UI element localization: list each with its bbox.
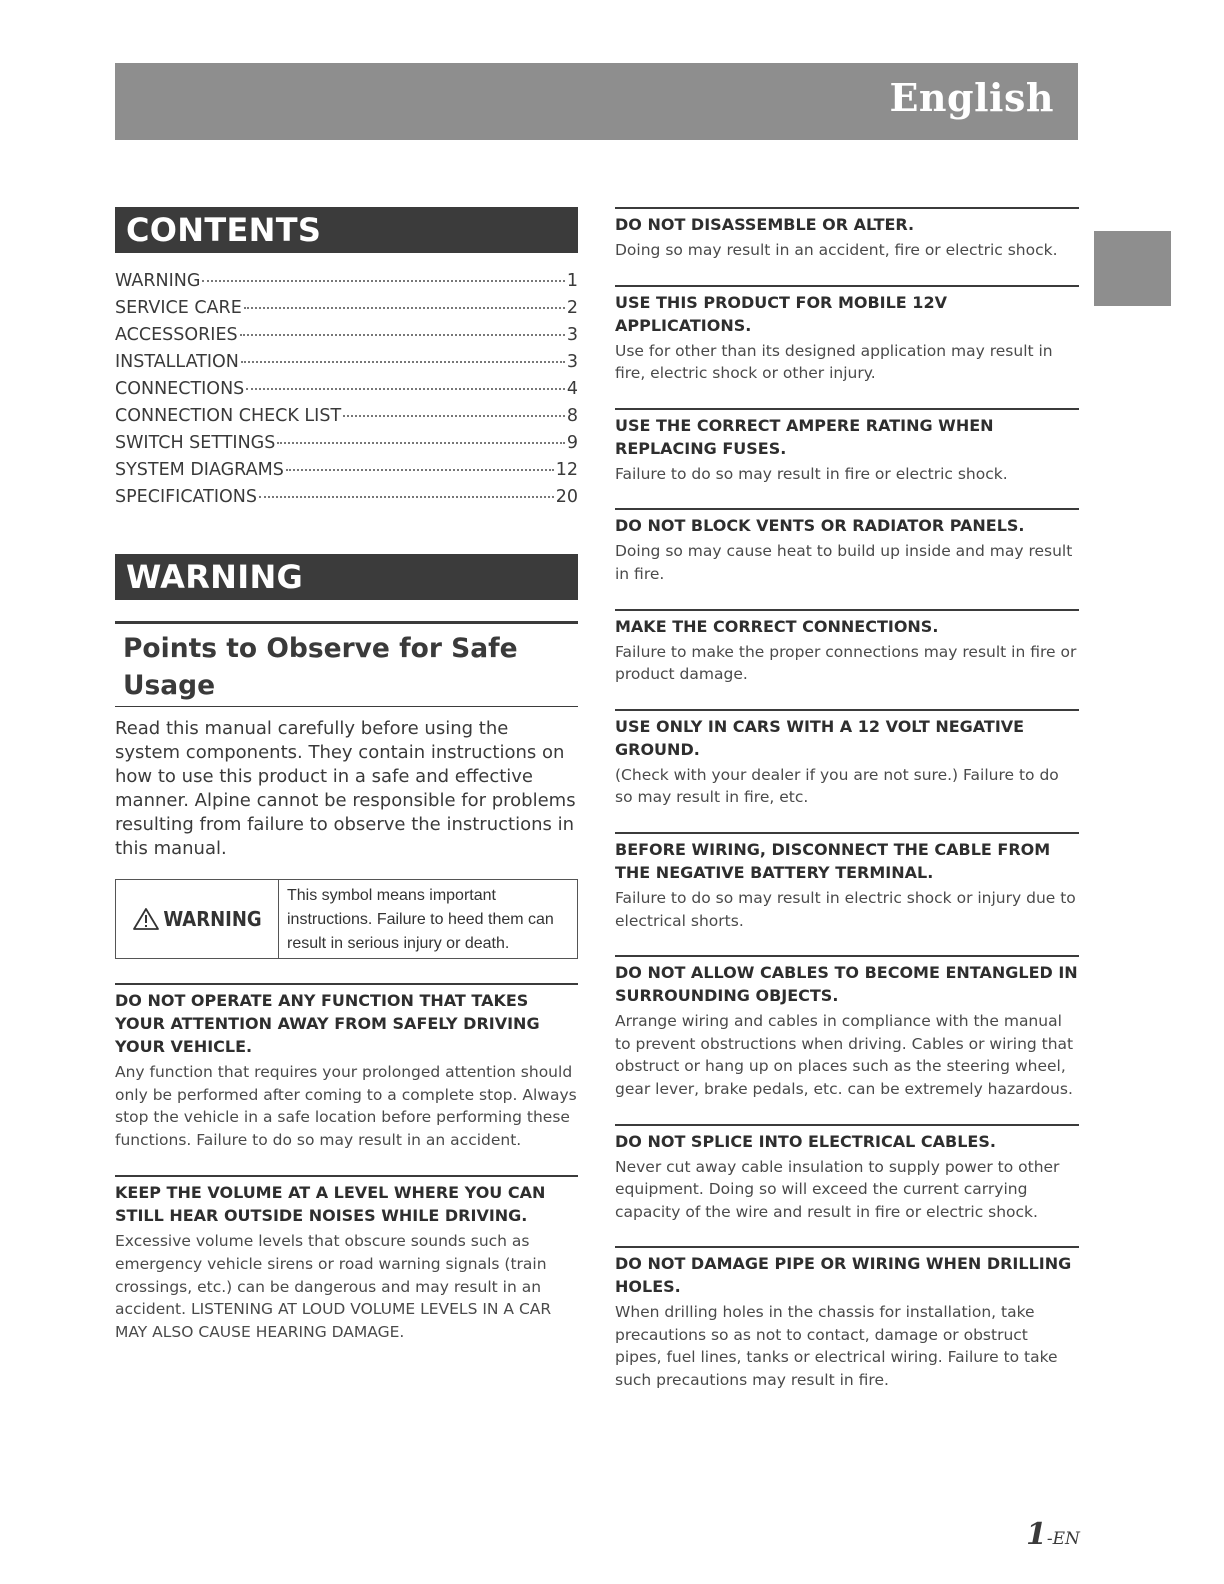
warning-item [615,285,1079,385]
warning-item-title: DO NOT OPERATE ANY FUNCTION THAT TAKES YOUR ATTENTION AWAY FROM SAFELY DRIVING YOUR VEHICLE. [115,991,540,1056]
warning-item [615,955,1079,1100]
warning-triangle-icon [132,907,160,931]
warning-item-title: DO NOT DAMAGE PIPE OR WIRING WHEN DRILLING HOLES. [615,1254,1072,1297]
toc-page: 3 [566,325,578,345]
warning-item [115,1175,578,1343]
language-label: English [889,75,1054,120]
warning-item-text: Doing so may result in an accident, fire or electric shock. [615,241,1058,259]
toc-entry[interactable] [115,406,578,433]
toc-label: ACCESSORIES [115,325,238,345]
toc-label: INSTALLATION [115,352,239,372]
warning-item [615,832,1079,932]
warning-item-title: USE THIS PRODUCT FOR MOBILE 12V APPLICATIONS. [615,292,947,335]
warning-item [615,508,1079,585]
safe-usage-heading-block [115,621,578,707]
warning-item-text: Any function that requires your prolonged attention should only be performed after coming to a complete stop. Always stop the vehicle in a safe location before performing these functions. Failure to do so may result in an accident. [115,1063,577,1149]
toc-label: SERVICE CARE [115,298,242,318]
page-number-value: 1 [1026,1517,1047,1552]
warning-item-title: DO NOT DISASSEMBLE OR ALTER. [615,215,915,234]
toc-label: SYSTEM DIAGRAMS [115,460,284,480]
toc-leader [240,334,565,336]
toc-entry[interactable] [115,487,578,514]
warning-item-title: DO NOT BLOCK VENTS OR RADIATOR PANELS. [615,516,1025,536]
warning-item [615,1124,1079,1224]
warning-item-text: Excessive volume levels that obscure sounds such as emergency vehicle sirens or road warning signals (train crossings, etc.) can be dangerous and may result in an accident. LISTENING AT LOUD VOLUME LEVELS IN A CAR MAY ALSO CAUSE HEARING DAMAGE. [115,1232,552,1341]
toc-entry[interactable] [115,379,578,406]
warning-item-title: KEEP THE VOLUME AT A LEVEL WHERE YOU CAN STILL HEAR OUTSIDE NOISES WHILE DRIVING. [115,1183,546,1226]
toc-label: WARNING [115,271,201,291]
toc-leader [202,280,564,282]
toc-entry[interactable] [115,271,578,298]
contents-heading: CONTENTS [115,207,578,253]
warning-item-text: Arrange wiring and cables in compliance with the manual to prevent obstructions when driving. Cables or wiring that obstruct or hang up on places such as the steering wheel, gear lever, brake pedals, etc. can be extremely hazardous. [615,1012,1074,1098]
toc-leader [246,388,565,390]
toc-page: 2 [566,298,578,318]
warning-item [615,709,1079,809]
toc-page: 3 [566,352,578,372]
warning-item-text: (Check with your dealer if you are not sure.) Failure to do so may result in fire, etc. [615,765,1059,807]
toc-label: SWITCH SETTINGS [115,433,276,453]
toc-entry[interactable] [115,325,578,352]
warning-item-title: DO NOT SPLICE INTO ELECTRICAL CABLES. [615,1131,996,1151]
warning-item-text: Doing so may cause heat to build up inside and may result in fire. [615,542,1073,583]
warning-item-text: Failure to do so may result in fire or electric shock. [615,464,1008,483]
toc-leader [244,307,565,309]
toc-page: 12 [555,460,578,480]
warning-item-text: Never cut away cable insulation to supply power to other equipment. Doing so will exceed the current carrying capacity of the wire and result in fire or electric shock. [615,1157,1060,1221]
warning-item-text: When drilling holes in the chassis for installation, take precautions so as not to contact, damage or obstruct pipes, fuel lines, tanks or electrical wiring. Failure to take such precautions may result in fire. [615,1303,1058,1390]
toc-entry[interactable] [115,352,578,379]
toc-leader [343,415,565,417]
warning-item [615,609,1079,686]
toc-entry[interactable] [115,460,578,487]
warning-item-text: Failure to do so may result in electric shock or injury due to electrical shorts. [615,888,1076,930]
warning-item [615,408,1079,486]
warning-item [615,1246,1079,1391]
toc-page: 20 [555,487,578,507]
left-column [115,207,578,1343]
warning-item-text: Use for other than its designed application may result in fire, electric shock or other injury. [615,341,1053,383]
warning-symbol-label: WARNING [163,907,262,931]
toc-page: 4 [566,379,578,399]
toc-leader [259,496,554,498]
warning-item-title: USE ONLY IN CARS WITH A 12 VOLT NEGATIVE GROUND. [615,716,1025,759]
toc-leader [277,442,565,444]
toc-label: SPECIFICATIONS [115,487,257,507]
toc-leader [286,469,554,471]
warning-symbol-label-cell [116,880,279,958]
page-number-suffix: -EN [1046,1529,1080,1549]
warning-symbol-box [115,879,578,959]
warning-item-title: BEFORE WIRING, DISCONNECT THE CABLE FROM THE NEGATIVE BATTERY TERMINAL. [615,839,1051,882]
toc-entry[interactable] [115,298,578,325]
warning-symbol-description: This symbol means important instructions. Failure to heed them can result in serious injury or death. [287,887,554,952]
language-banner [115,63,1078,140]
toc-label: CONNECTION CHECK LIST [115,406,342,426]
warning-item [115,983,578,1151]
safe-usage-heading: Points to Observe for Safe Usage [123,633,518,701]
right-column [615,207,1079,1392]
warning-item-title: USE THE CORRECT AMPERE RATING WHEN REPLACING FUSES. [615,415,994,458]
warning-intro: Read this manual carefully before using the system components. They contain instructions on how to use this product in a safe and effective manner. Alpine cannot be responsible for problems resulting from failure to observe the instructions in this manual. [115,718,576,859]
warning-item-title: MAKE THE CORRECT CONNECTIONS. [615,616,939,636]
warning-item-text: Failure to make the proper connections may result in fire or product damage. [615,642,1077,684]
table-of-contents [115,271,578,514]
toc-leader [241,361,565,363]
toc-page: 8 [566,406,578,426]
toc-label: CONNECTIONS [115,379,245,399]
warning-heading: WARNING [115,554,578,600]
toc-page: 9 [566,433,578,453]
page-number [1026,1517,1080,1552]
warning-item [615,207,1079,262]
toc-entry[interactable] [115,433,578,460]
toc-page: 1 [566,271,578,291]
side-tab-marker [1094,231,1171,306]
warning-item-title: DO NOT ALLOW CABLES TO BECOME ENTANGLED IN SURROUNDING OBJECTS. [615,963,1078,1006]
